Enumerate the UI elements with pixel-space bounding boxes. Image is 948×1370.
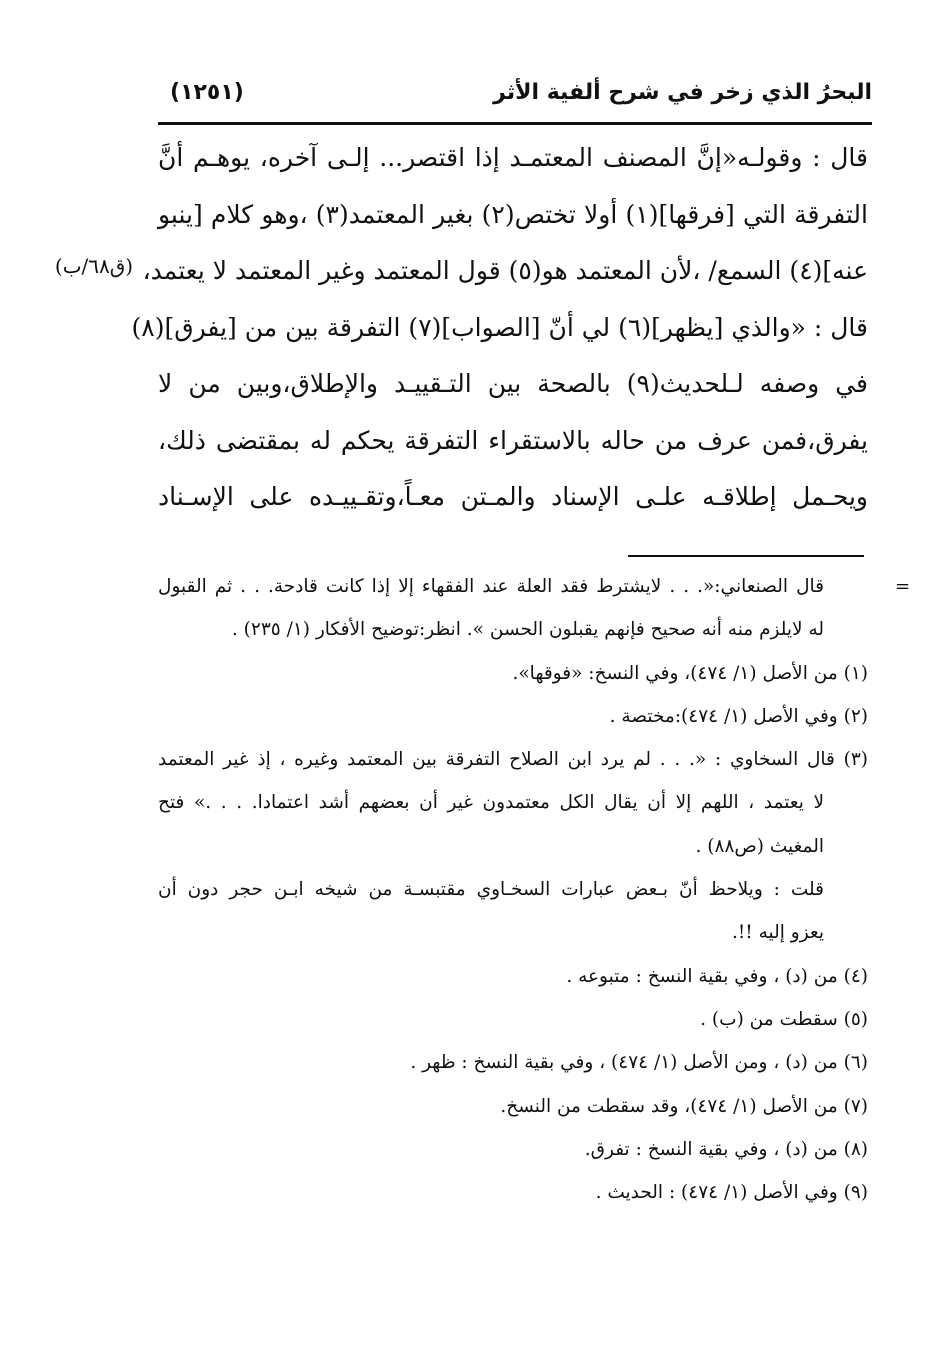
running-title: البحرُ الذي زخر في شرح ألفية الأثر	[493, 80, 872, 105]
footnote-line: (٢) وفي الأصل (١/ ٤٧٤):مختصة .	[609, 705, 868, 727]
body-line: يفرق،فمن عرف من حاله بالاستقراء التفرقة يحكم له بمقتضى ذلك،	[158, 425, 868, 455]
footnote-line: (٣) قال السخاوي : «. . . لم يرد ابن الصلاح التفرقة بين المعتمد وغيره ، إذ غير المعتمد	[158, 749, 868, 771]
footnote-separator	[628, 555, 864, 557]
footnote-line: له لايلزم منه أنه صحيح فإنهم يقبلون الحسن ». انظر:توضيح الأفكار (١/ ٢٣٥) .	[231, 619, 824, 641]
page-header	[158, 78, 872, 118]
footnote-line: (٥) سقطت من (ب) .	[700, 1008, 868, 1030]
body-line: التفرقة التي [فرقها](١) أولا تختص(٢) بغير المعتمد(٣) ،وهو كلام [ينبو	[158, 199, 868, 229]
body-line: ويحـمل إطلاقـه علـى الإسناد والمـتن معـاً،وتقـييـده على الإسـناد	[158, 482, 868, 511]
footnote-continuation-marker: =	[895, 576, 911, 597]
body-line: قال : «والذي [يظهر](٦) لي أنّ [الصواب](٧) التفرقة بين من [يفرق](٨)	[131, 312, 868, 342]
footnote-line: المغيث (ص٨٨) .	[695, 835, 824, 857]
footnote-line: (١) من الأصل (١/ ٤٧٤)، وفي النسخ: «فوقها».	[512, 662, 868, 684]
footnote-line: قال الصنعاني:«. . . لايشترط فقد العلة عند الفقهاء إلا إذا كانت قادحة. . . ثم القبول	[158, 576, 824, 597]
footnotes	[158, 565, 868, 1214]
body-line: عنه](٤) السمع/ ،لأن المعتمد هو(٥) قول المعتمد وغير المعتمد لا يعتمد،	[142, 256, 868, 285]
footnote-line: (٨) من (د) ، وفي بقية النسخ : تفرق.	[584, 1138, 868, 1160]
main-text	[131, 130, 868, 526]
footnote-line: (٦) من (د) ، ومن الأصل (١/ ٤٧٤) ، وفي بقية النسخ : ظهر .	[410, 1052, 868, 1074]
footnote-line: (٩) وفي الأصل (١/ ٤٧٤) : الحديث .	[595, 1182, 868, 1204]
page-number: (١٢٥١)	[170, 80, 244, 105]
header-rule	[158, 122, 872, 125]
footnote-line: (٤) من (د) ، وفي بقية النسخ : متبوعه .	[566, 965, 868, 987]
footnote-line: يعزو إليه !!.	[731, 922, 824, 944]
footnote-line: لا يعتمد ، اللهم إلا أن يقال الكل معتمدون غير أن بعضهم أشد اعتمادا. . . .» فتح	[158, 792, 824, 814]
footnote-line: (٧) من الأصل (١/ ٤٧٤)، وقد سقطت من النسخ.	[500, 1095, 868, 1117]
margin-folio-note: (ق٦٨/ب)	[54, 254, 134, 278]
body-line: قال : وقولـه«إنَّ المصنف المعتمـد إذا اقتصر... إلـى آخره، يوهـم أنَّ	[158, 143, 868, 172]
footnote-line: قلت : ويلاحظ أنّ بـعض عبارات السخـاوي مقتبسـة من شيخه ابـن حجر دون أن	[158, 879, 824, 901]
body-line: في وصفه لـلحديث(٩) بالصحة بين التـقييـد والإطلاق،وبين من لا	[158, 369, 868, 398]
